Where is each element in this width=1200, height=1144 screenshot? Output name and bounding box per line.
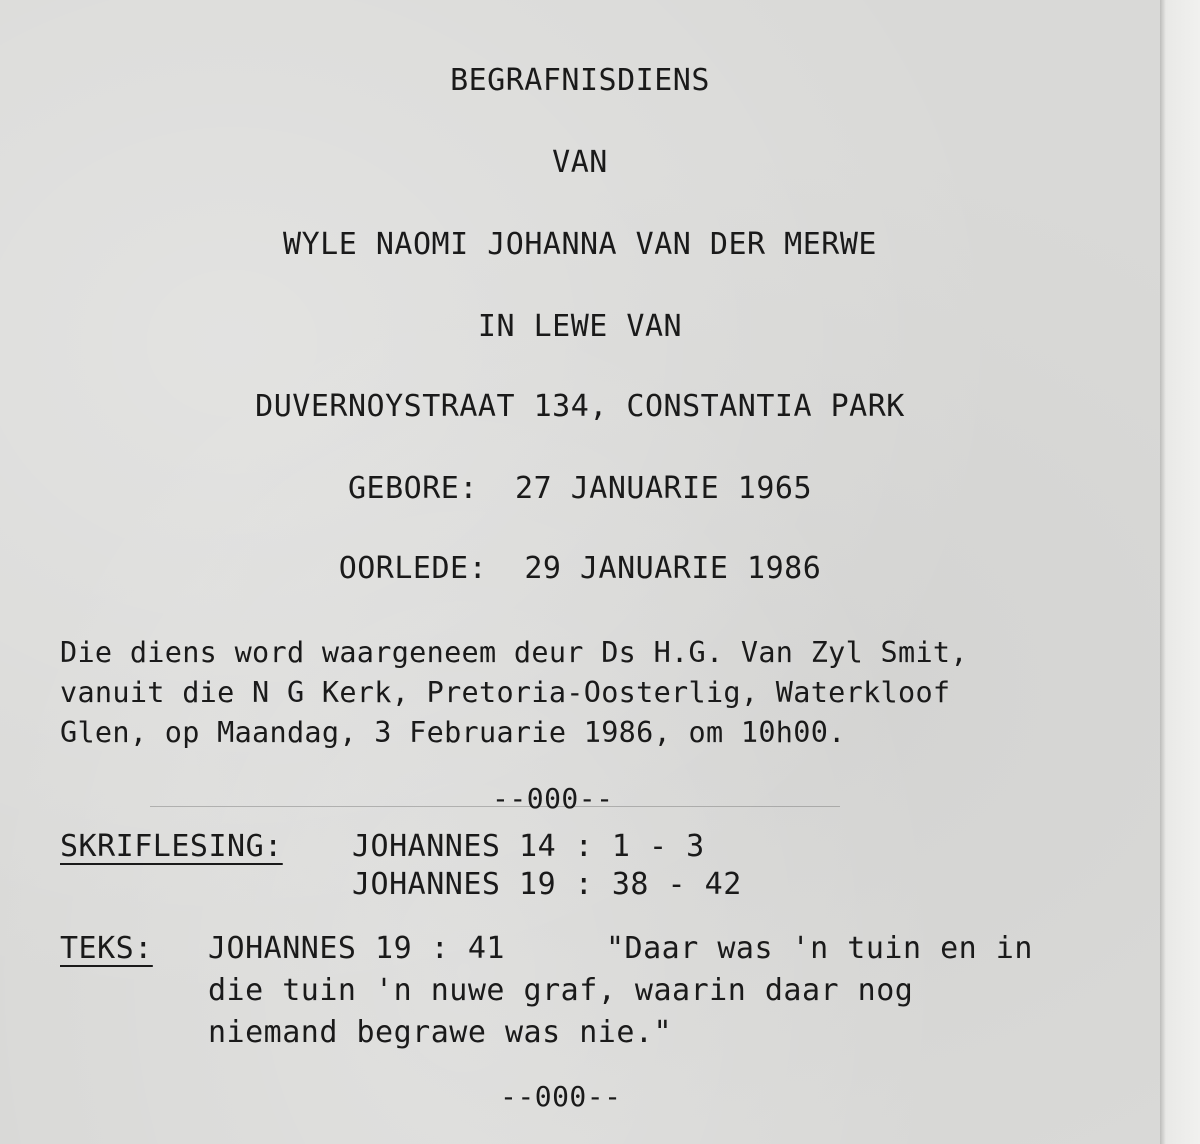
text-reference: JOHANNES 19 : 41 — [208, 931, 505, 966]
living-at-label: IN LEWE VAN — [477, 309, 683, 344]
born-date: 27 JANUARIE 1965 — [515, 471, 813, 506]
service-line-1: Die diens word waargeneem deur Ds H.G. Van Zyl Smit, — [60, 636, 968, 669]
born-line — [0, 472, 1160, 506]
separator-bottom: --000-- — [500, 1080, 622, 1113]
separator-top: --000-- — [492, 782, 614, 815]
born-label: GEBORE: — [347, 471, 478, 506]
service-line-2: vanuit die N G Kerk, Pretoria-Oosterlig, Waterkloof — [60, 676, 951, 709]
address: DUVERNOYSTRAAT 134, CONSTANTIA PARK — [255, 389, 905, 424]
died-label: OORLEDE: — [338, 551, 488, 586]
service-line-3: Glen, op Maandag, 3 Februarie 1986, om 10h00. — [60, 716, 846, 749]
text-quote-line-3: niemand begrawe was nie." — [208, 1015, 673, 1050]
scripture-label: SKRIFLESING: — [60, 829, 283, 864]
died-date: 29 JANUARIE 1986 — [524, 551, 822, 586]
text-quote-line-1: "Daar was 'n tuin en in — [606, 931, 1033, 966]
document-title: BEGRAFNISDIENS — [450, 63, 710, 98]
text-label: TEKS: — [60, 931, 153, 966]
of-label: VAN — [552, 145, 608, 180]
scripture-reading-1: JOHANNES 14 : 1 - 3 — [352, 829, 705, 864]
scripture-reading-2: JOHANNES 19 : 38 - 42 — [352, 867, 742, 902]
text-quote-line-2: die tuin 'n nuwe graf, waarin daar nog — [208, 973, 914, 1008]
paper-edge — [1160, 0, 1200, 1144]
died-line — [0, 552, 1160, 586]
deceased-name: WYLE NAOMI JOHANNA VAN DER MERWE — [283, 227, 877, 262]
